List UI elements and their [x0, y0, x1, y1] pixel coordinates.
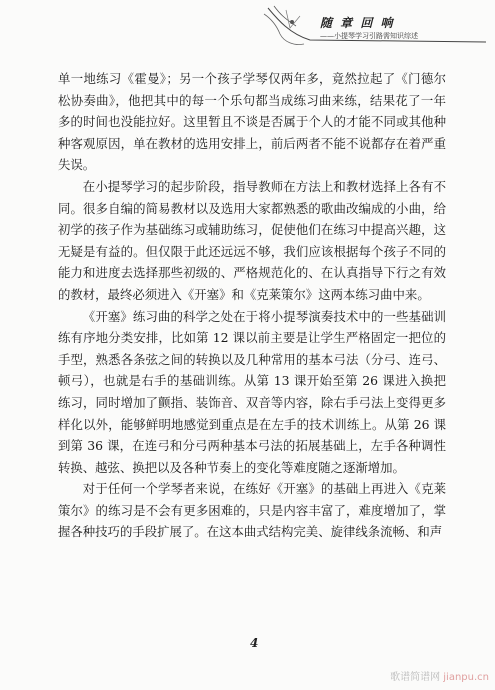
page-header [250, 4, 490, 52]
body-text [58, 68, 446, 543]
paragraph-2: 在小提琴学习的起步阶段，指导教师在方法上和教材选择上各有不同。很多自编的简易教材以及选用大家都熟悉的歌曲改编成的小曲，给初学的孩子作为基础练习或辅助练习，促使他们在练习中提高兴趣，这无疑是有益的。但仅限于此还远远不够，我们应该根据每个孩子不同的能力和进度去选择那些初级的、严格规范化的、在认真指导下行之有效的教材，最终必须进入《开塞》和《克莱策尔》这两本练习曲中来。 [58, 178, 446, 302]
header-title: 随 章 回 响 [320, 16, 395, 30]
watermark [390, 668, 489, 683]
paragraph-4: 对于任何一个学琴者来说，在练好《开塞》的基础上再进入《克莱策尔》的练习是不会有更多困难的，只是内容丰富了，难度增加了，掌握各种技巧的手段扩展了。在这本曲式结构完美、旋律线条流畅、和声 [58, 481, 446, 540]
paragraph-1: 单一地练习《霍曼》；另一个孩子学琴仅两年多，竟然拉起了《门德尔松协奏曲》，他把其中的每一个乐句都当成练习曲来练，结果花了一年多的时间也没能拉好。这里暂且不谈是否属于个人的才能不同或其他种种客观原因，单在教材的选用安排上，前后两者不能不说都存在着严重失误。 [58, 71, 446, 173]
watermark-site: 歌谱简谱网 [390, 672, 441, 683]
header-subtitle: ——小提琴学习引路需知识综述 [320, 32, 418, 40]
paragraph-3: 《开塞》练习曲的科学之处在于将小提琴演奏技术中的一些基础训练有序地分类安排，比如第 12 课以前主要是让学生严格固定一把位的手型，熟悉各条弦之间的转换以及几种常用的基本弓法（分弓、连弓、顿弓），也就是右手的基础训练。从第 13 课开始至第 26 课进入换把练习，同时增加了颤指、装饰音、双音等内容，除右手弓法上变得更多样化以外，能够鲜明地感觉到重点是在左手的技术训练上。从第 26 课到第 36 课，在连弓和分弓两种基本弓法的拓展基础上，左手各种调性转换、越弦、换把以及各种节奏上的变化等难度随之逐渐增加。 [58, 308, 446, 475]
page-number: 4 [250, 636, 259, 650]
watermark-url: jianpu.cn [443, 672, 489, 683]
